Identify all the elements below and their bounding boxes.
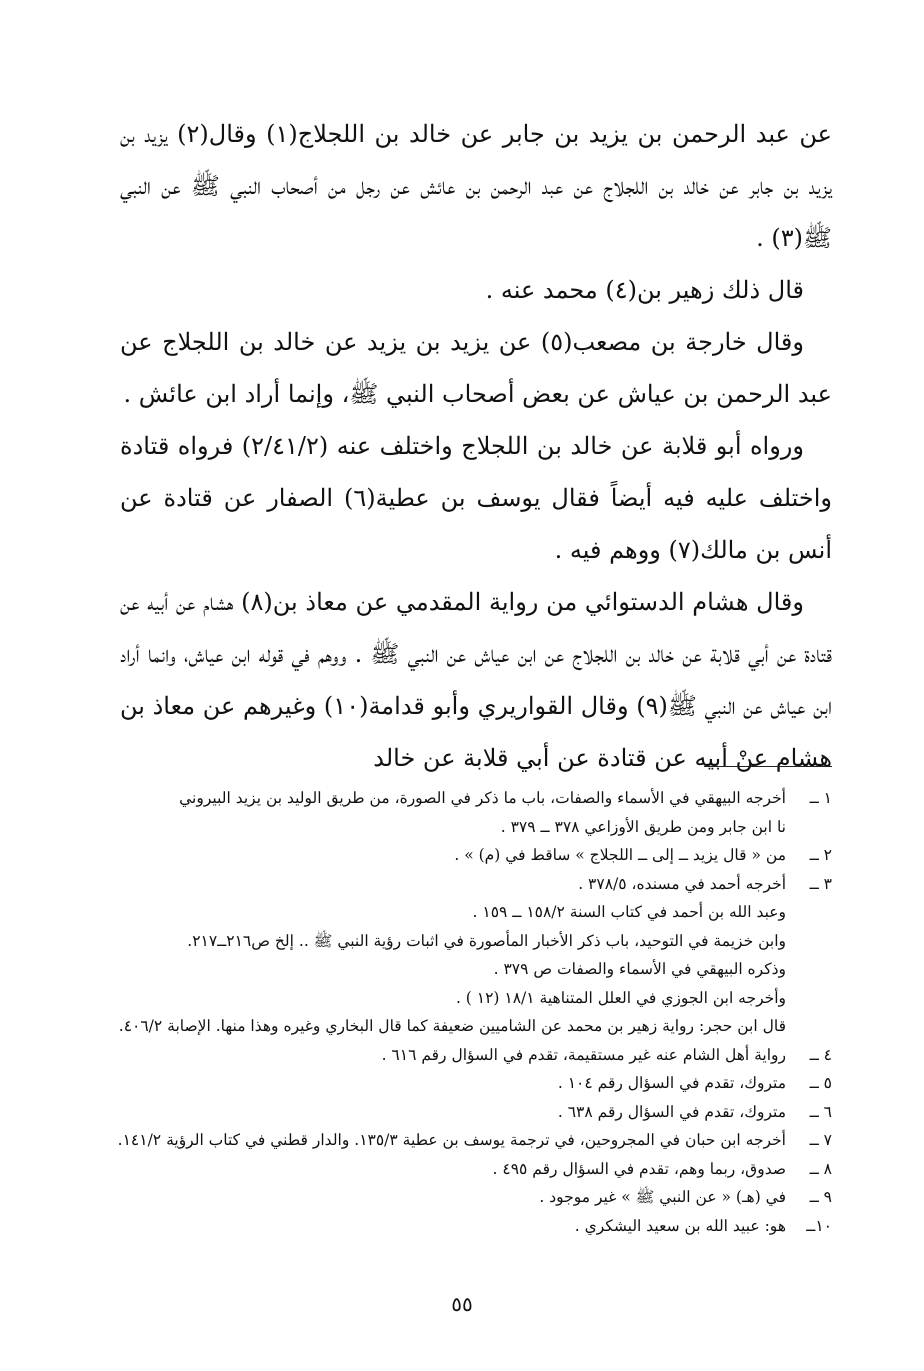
footnote-text xyxy=(120,1212,786,1241)
footnote-line: أخرجه ابن حبان في المجروحين، في ترجمة يوسف بن عطية ١٣٥/٣. والدار قطني في كتاب الرؤية ١٤١/٢. xyxy=(117,1131,786,1149)
footnote-text xyxy=(120,1098,786,1127)
footnote-item xyxy=(120,1183,832,1212)
footnote-item xyxy=(120,1041,832,1070)
footnote-text xyxy=(119,870,786,1041)
footnote-line: هو: عبيد الله بن سعيد اليشكري . xyxy=(574,1216,786,1235)
footnote-line: قال ابن حجر: رواية زهير بن محمد عن الشاميين ضعيفة كما قال البخاري وغيره وهذا منها. الإصابة ٤٠٦/٢. xyxy=(118,1017,786,1035)
footnote-number: ٧ ــ xyxy=(809,1131,832,1149)
main-paragraph: وقال هشام الدستوائي من رواية المقدمي عن معاذ بن(٨) هشام عن أبيه عن قتادة عن أبي قلابة عن خالد بن اللجلاج عن ابن عياش عن النبي ﷺ . ووهم في قوله ابن عياش، وانما أراد ابن عياش عن النبي ﷺ(٩) وقال القواريري وأبو قدامة(١٠) وغيرهم عن معاذ بن هشام عنْ أبيه عن قتادة عن أبي قلابة عن خالد xyxy=(120,588,833,772)
footnote-line: أخرجه أحمد في مسنده، ٣٧٨/٥ . xyxy=(578,874,786,893)
footnote-text xyxy=(120,841,786,870)
footnote-line: في (هـ) « عن النبي ﷺ » غير موجود . xyxy=(539,1188,786,1206)
main-paragraph: ورواه أبو قلابة عن خالد بن اللجلاج واختلف عنه (٢/٤١/٢) فرواه قتادة واختلف عليه فيه أيضاً فقال يوسف بن عطية(٦) الصفار عن قتادة عن أنس بن مالك(٧) ووهم فيه . xyxy=(120,432,832,564)
footnote-text xyxy=(120,784,786,841)
footnotes-list xyxy=(117,784,832,1240)
footnote-number: ٥ ــ xyxy=(809,1074,832,1092)
main-paragraph: وقال خارجة بن مصعب(٥) عن يزيد بن يزيد عن خالد بن اللجلاج عن عبد الرحمن بن عياش عن بعض أصحاب النبي ﷺ، وإنما أراد ابن عائش . xyxy=(120,328,832,408)
footnote-line: وذكره البيهقي في الأسماء والصفات ص ٣٧٩ . xyxy=(493,960,786,978)
footnote-text xyxy=(120,1041,786,1070)
footnote-item xyxy=(117,1126,832,1155)
footnote-item xyxy=(120,1069,832,1098)
main-paragraph: عن عبد الرحمن بن يزيد بن جابر عن خالد بن اللجلاج(١) وقال(٢) يزيد بن يزيد بن جابر عن خالد بن اللجلاج عن عبد الرحمن بن عائش عن رجل من أصحاب النبي ﷺ عن النبي ﷺ(٣) . xyxy=(120,120,832,252)
footnote-line: نا ابن جابر ومن طريق الأوزاعي ٣٧٨ ــ ٣٧٩ . xyxy=(500,817,786,836)
footnote-number: ٢ ــ xyxy=(809,846,832,864)
footnote-text xyxy=(120,1069,786,1098)
footnote-number: ١ ــ xyxy=(809,789,832,807)
footnote-text xyxy=(118,1126,786,1155)
footnote-item xyxy=(120,870,832,1041)
footnote-line: متروك، تقدم في السؤال رقم ٦٣٨ . xyxy=(557,1102,786,1121)
footnote-line: وابن خزيمة في التوحيد، باب ذكر الأخبار المأصورة في اثبات رؤية النبي ﷺ .. إلخ ص٢١٦ــ٢١٧. xyxy=(187,931,786,950)
footnote-number: ١٠ــ xyxy=(806,1216,832,1235)
page-number: ٥٥ xyxy=(451,1292,473,1316)
footnote-item xyxy=(120,841,832,870)
footnote-item xyxy=(120,784,832,841)
footnote-line: من « قال يزيد ــ إلى ــ اللجلاج » ساقط في (م) » . xyxy=(454,846,786,864)
footnote-item xyxy=(120,1098,832,1127)
footnote-text xyxy=(120,1155,786,1184)
footnote-number: ٨ ــ xyxy=(809,1159,832,1178)
footnote-line: أخرجه البيهقي في الأسماء والصفات، باب ما ذكر في الصورة، من طريق الوليد بن يزيد البيروني xyxy=(179,789,786,807)
footnote-text xyxy=(120,1183,786,1212)
footnote-line: وعبد الله بن أحمد في كتاب السنة ١٥٨/٢ ــ ١٥٩ . xyxy=(472,903,786,921)
footnote-item xyxy=(120,1155,832,1184)
footnote-line: صدوق، ربما وهم، تقدم في السؤال رقم ٤٩٥ . xyxy=(492,1159,786,1178)
footnote-number: ٦ ــ xyxy=(809,1102,832,1121)
main-text-body xyxy=(120,108,832,784)
footnote-number: ٣ ــ xyxy=(809,874,832,893)
footnote-number: ٤ ــ xyxy=(809,1045,832,1064)
footnote-item xyxy=(120,1212,832,1241)
footnote-line: متروك، تقدم في السؤال رقم ١٠٤ . xyxy=(557,1074,786,1092)
footnote-number: ٩ ــ xyxy=(809,1188,832,1206)
footnote-divider xyxy=(704,766,832,767)
footnote-line: رواية أهل الشام عنه غير مستقيمة، تقدم في السؤال رقم ٦١٦ . xyxy=(381,1045,786,1064)
footnote-line: وأخرجه ابن الجوزي في العلل المتناهية ١٨/١ (١٢ ) . xyxy=(455,988,786,1007)
main-paragraph: قال ذلك زهير بن(٤) محمد عنه . xyxy=(485,276,804,304)
